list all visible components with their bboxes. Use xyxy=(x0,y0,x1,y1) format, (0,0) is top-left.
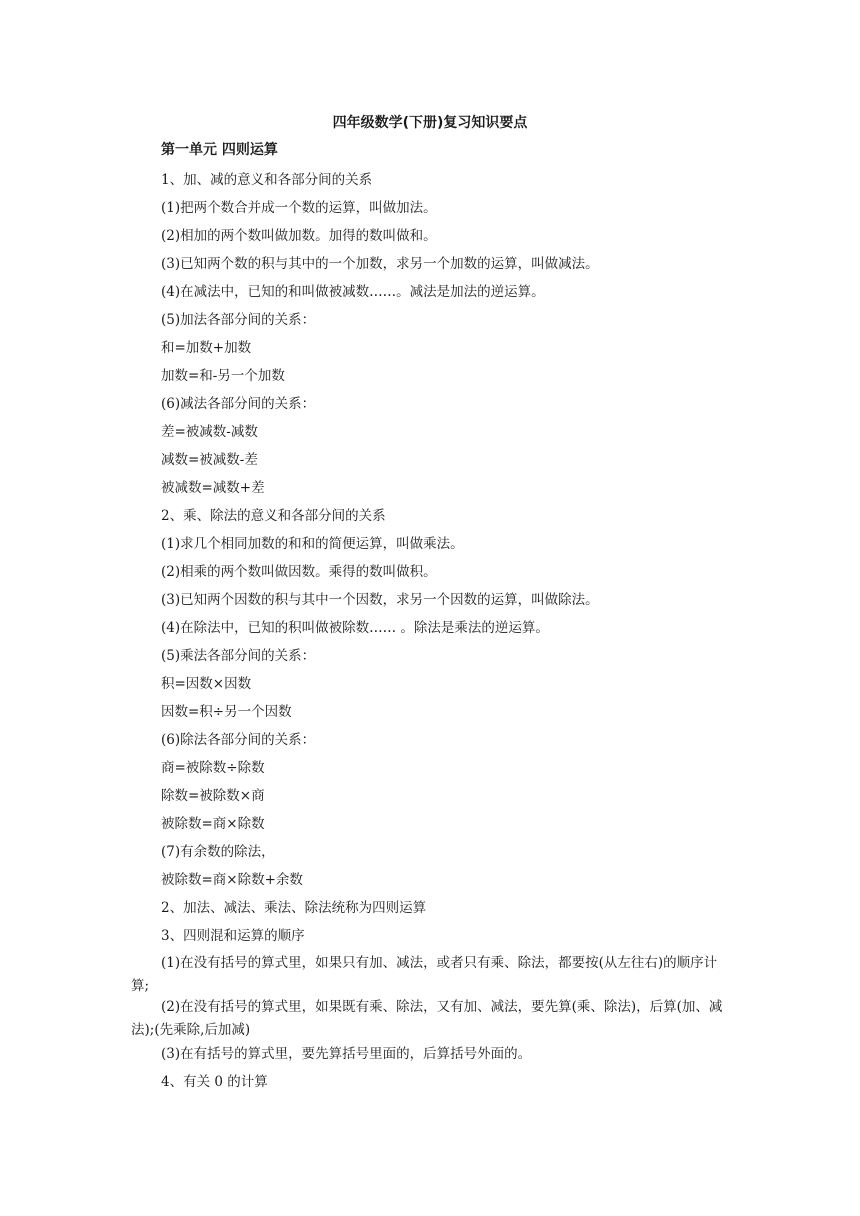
text-line: (6)除法各部分间的关系： xyxy=(161,732,316,748)
text-line: (5)加法各部分间的关系： xyxy=(161,312,316,328)
text-line: (2)相加的两个数叫做加数。加得的数叫做和。 xyxy=(161,228,437,244)
formula-line: 减数=被减数-差 xyxy=(161,452,258,468)
text-line: (7)有余数的除法， xyxy=(161,844,275,860)
text-line: (1)把两个数合并成一个数的运算，叫做加法。 xyxy=(161,200,437,216)
text-line: (2)相乘的两个数叫做因数。乘得的数叫做积。 xyxy=(161,564,437,580)
section-heading-zero: 4、有关 0 的计算 xyxy=(161,1074,268,1090)
paragraph-rule-3: (3)在有括号的算式里，要先算括号里面的，后算括号外面的。 xyxy=(161,1046,532,1062)
section-heading-order: 3、四则混和运算的顺序 xyxy=(161,928,305,944)
text-line: (3)已知两个因数的积与其中一个因数，求另一个因数的运算，叫做除法。 xyxy=(161,592,599,608)
document-body xyxy=(131,166,731,1096)
formula-line: 被减数=减数+差 xyxy=(161,480,265,496)
paragraph-rule-1: (1)在没有括号的算式里，如果只有加、减法，或者只有乘、除法，都要按(从左往右)的顺序计算; xyxy=(131,955,718,994)
formula-line: 因数=积÷另一个因数 xyxy=(161,704,292,720)
section-heading-add-subtract: 1、加、减的意义和各部分间的关系 xyxy=(161,172,373,188)
formula-line: 被除数=商×除数+余数 xyxy=(161,872,303,888)
formula-line: 积=因数×因数 xyxy=(161,676,252,692)
text-line: (1)求几个相同加数的和和的简便运算，叫做乘法。 xyxy=(161,536,464,552)
section-heading-multiply-divide: 2、乘、除法的意义和各部分间的关系 xyxy=(161,508,386,524)
formula-line: 和=加数+加数 xyxy=(161,340,252,356)
document-title: 四年级数学(下册)复习知识要点 xyxy=(332,115,528,131)
unit-heading: 第一单元 四则运算 xyxy=(161,142,278,158)
text-line: (6)减法各部分间的关系： xyxy=(161,396,316,412)
paragraph-rule-2: (2)在没有括号的算式里，如果既有乘、除法，又有加、减法，要先算(乘、除法)，后算(加、减法);(先乘除,后加减) xyxy=(131,999,723,1038)
text-line: (5)乘法各部分间的关系： xyxy=(161,648,316,664)
text-line: (4)在减法中，已知的和叫做被减数……。减法是加法的逆运算。 xyxy=(161,284,545,300)
formula-line: 除数=被除数×商 xyxy=(161,788,265,804)
formula-line: 被除数=商×除数 xyxy=(161,816,265,832)
text-line: (3)已知两个数的积与其中的一个加数，求另一个加数的运算，叫做减法。 xyxy=(161,256,599,272)
section-heading-four-operations: 2、加法、减法、乘法、除法统称为四则运算 xyxy=(161,900,427,916)
text-line: (4)在除法中，已知的积叫做被除数…… 。除法是乘法的逆运算。 xyxy=(161,620,549,636)
formula-line: 差=被减数-减数 xyxy=(161,424,258,440)
formula-line: 商=被除数÷除数 xyxy=(161,760,265,776)
formula-line: 加数=和-另一个加数 xyxy=(161,368,285,384)
